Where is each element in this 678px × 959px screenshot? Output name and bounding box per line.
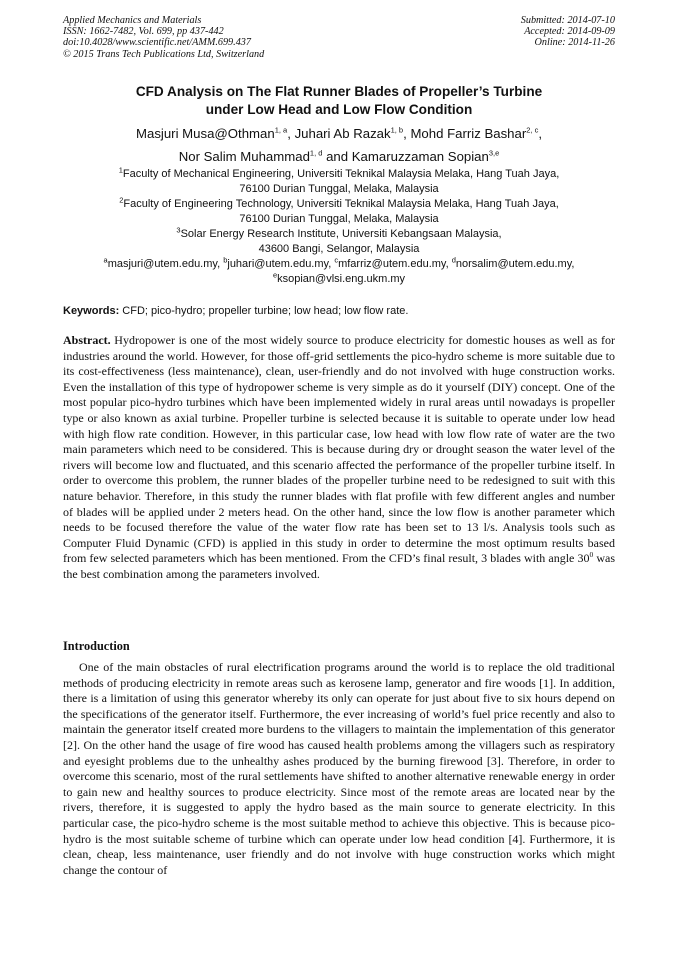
email-mark: d	[451, 255, 456, 265]
keywords-label: Keywords:	[63, 305, 120, 317]
author-name: Juhari Ab Razak	[294, 126, 391, 141]
abstract-text: Hydropower is one of the most widely source to produce electricity for domestic houses as well as for industries around the world. However, for those off-grid settlements the pico-hydro scheme is more suitable due to its cost-effectiveness (less maintenance), clean, user-friendly and do not involved with huge construction works. Even the installation of this type of hydropower scheme is very simple as do it yourself (DIY) concept. One of the most popular pico-hydro turbines which have been implemented widely in rural areas until nowadays is propeller type or also known as axial turbine. Propeller turbine is selected because it is suitable to operate under low head with high flow rate condition. However, in this particular case, low head with low flow rate of water are the two main parameters which need to be considered. This is because during dry or drought season the water level of the rivers will become low and fluctuated, and this scenario affected the performance of the propeller turbine itself. In order to overcome this problem, the runner blades of the propeller turbine need to be redesigned to suit with this nature behavior. Therefore, in this study the runner blades with flat profile with few different angles and number of blades will be applied under 2 meters head. On the other hand, since the low flow is another parameter which needs to be focused therefore the value of the water flow rate has been set to 13 l/s. Analysis tools such as Computer Fluid Dynamic (CFD) is applied in this study in order to determine the most optimum results based from few selected parameters which has been mentioned. From the CFD’s final result, 3 blades with angle 30	[63, 333, 615, 566]
affiliation-1-line-1	[60, 167, 618, 182]
introduction-paragraph: One of the main obstacles of rural electrification programs around the world is to replace the old traditional methods of producing electricity in remote areas such as kerosene lamp, generator and fire woods [1]. In addition, there is a limitation of using this generator whereby its only can operate for just about five to six hours depend on the specifications of the generator itself. Furthermore, the ever increasing of world’s fuel price recently and also to maintain the generator itself created more burdens to the villagers to maintain the implementation of this generator [2]. On the other hand the usage of fire wood has caused health problems among the villagers such as respiratory and eyesight problems due to the unhealthy ashes produced by the burning firewood [3]. Therefore, in order to overcome this scenario, most of the rural settlements have shifted to another alternative renewable energy in order to gain new and healthy sources to produce electricity. Since most of the remote areas are located near by the rivers, therefore, it is suggested to apply the hydro based as the main source to generate electricity. In this particular case, the pico-hydro scheme is the most suitable method to achieve this objective. This is because pico-hydro is the most suitable scheme of turbine which can operate under low head condition [4]. Furthermore, it is clean, cheap, less maintenance, user friendly and do not involve with huge construction works which might change the contour of	[63, 660, 615, 877]
affiliation-3-line-2: 43600 Bangi, Selangor, Malaysia	[258, 243, 420, 255]
email-norsalim[interactable]: norsalim@utem.edu.my,	[455, 258, 575, 270]
affiliation-text: Faculty of Mechanical Engineering, Universiti Teknikal Malaysia Melaka, Hang Tuah Jaya,	[122, 168, 560, 180]
publication-dates	[521, 15, 615, 49]
accepted-date: Accepted: 2014-09-09	[524, 26, 615, 38]
author-affiliation-mark: 1, a	[274, 125, 288, 135]
authors-line-1	[60, 122, 618, 145]
affiliation-2-line-1	[60, 197, 618, 212]
email-mark: e	[272, 270, 278, 280]
affiliation-text: Faculty of Engineering Technology, Universiti Teknikal Malaysia Melaka, Hang Tuah Jaya,	[123, 198, 559, 210]
keywords-text: CFD; pico-hydro; propeller turbine; low head; low flow rate.	[119, 305, 409, 317]
author-conjunction: and	[322, 149, 352, 164]
emails-line-1	[60, 257, 618, 272]
author-list	[60, 122, 618, 168]
introduction-heading: Introduction	[63, 639, 130, 653]
emails-line-2	[60, 272, 618, 287]
journal-doi: doi:10.4028/www.scientific.net/AMM.699.437	[63, 37, 251, 49]
author-name: Kamaruzzaman Sopian	[351, 149, 489, 164]
submitted-date: Submitted: 2014-07-10	[520, 15, 615, 26]
online-date: Online: 2014-11-26	[534, 37, 615, 49]
journal-meta	[63, 15, 264, 60]
degree-superscript: 0	[589, 550, 594, 560]
journal-issn: ISSN: 1662-7482, Vol. 699, pp 437-442	[63, 26, 224, 38]
email-mfarriz[interactable]: mfarriz@utem.edu.my,	[338, 258, 452, 270]
email-juhari[interactable]: juhari@utem.edu.my,	[227, 258, 335, 270]
affiliation-3-line-1	[60, 227, 618, 242]
email-mark: a	[103, 255, 108, 265]
title-line-1: CFD Analysis on The Flat Runner Blades of Propeller’s Turbine	[135, 84, 543, 99]
abstract-text-end: was the best combination among the parameters involved.	[63, 551, 615, 581]
journal-name: Applied Mechanics and Materials	[63, 15, 202, 26]
affiliation-mark: 3	[176, 225, 181, 235]
author-separator: ,	[403, 126, 411, 141]
affiliation-text: Solar Energy Research Institute, Universiti Kebangsaan Malaysia,	[180, 228, 502, 240]
email-ksopian[interactable]: ksopian@vlsi.eng.ukm.my	[277, 273, 406, 285]
abstract-label: Abstract.	[63, 333, 111, 347]
keywords	[63, 304, 615, 318]
affiliation-mark: 1	[118, 165, 123, 175]
author-affiliation-mark: 3,e	[488, 148, 500, 158]
author-name: Mohd Farriz Bashar	[410, 126, 527, 141]
email-mark: b	[223, 255, 228, 265]
title-line-2: under Low Head and Low Flow Condition	[205, 102, 473, 117]
affiliation-mark: 2	[119, 195, 124, 205]
email-mark: c	[334, 255, 339, 265]
author-name: Nor Salim Muhammad	[178, 149, 310, 164]
author-affiliation-mark: 1, d	[309, 148, 323, 158]
paper-title	[60, 83, 618, 119]
author-affiliation-mark: 2, c	[526, 125, 539, 135]
authors-line-2	[60, 145, 618, 168]
author-separator: ,	[287, 126, 295, 141]
abstract	[63, 333, 615, 583]
author-separator: ,	[538, 126, 542, 141]
email-masjuri[interactable]: masjuri@utem.edu.my,	[107, 258, 224, 270]
author-affiliation-mark: 1, b	[390, 125, 404, 135]
affiliations	[60, 167, 618, 287]
affiliation-2-line-2: 76100 Durian Tunggal, Melaka, Malaysia	[239, 213, 439, 225]
affiliation-1-line-2: 76100 Durian Tunggal, Melaka, Malaysia	[239, 183, 439, 195]
journal-copyright: © 2015 Trans Tech Publications Ltd, Switzerland	[63, 48, 265, 60]
author-name: Masjuri Musa@Othman	[136, 126, 275, 141]
